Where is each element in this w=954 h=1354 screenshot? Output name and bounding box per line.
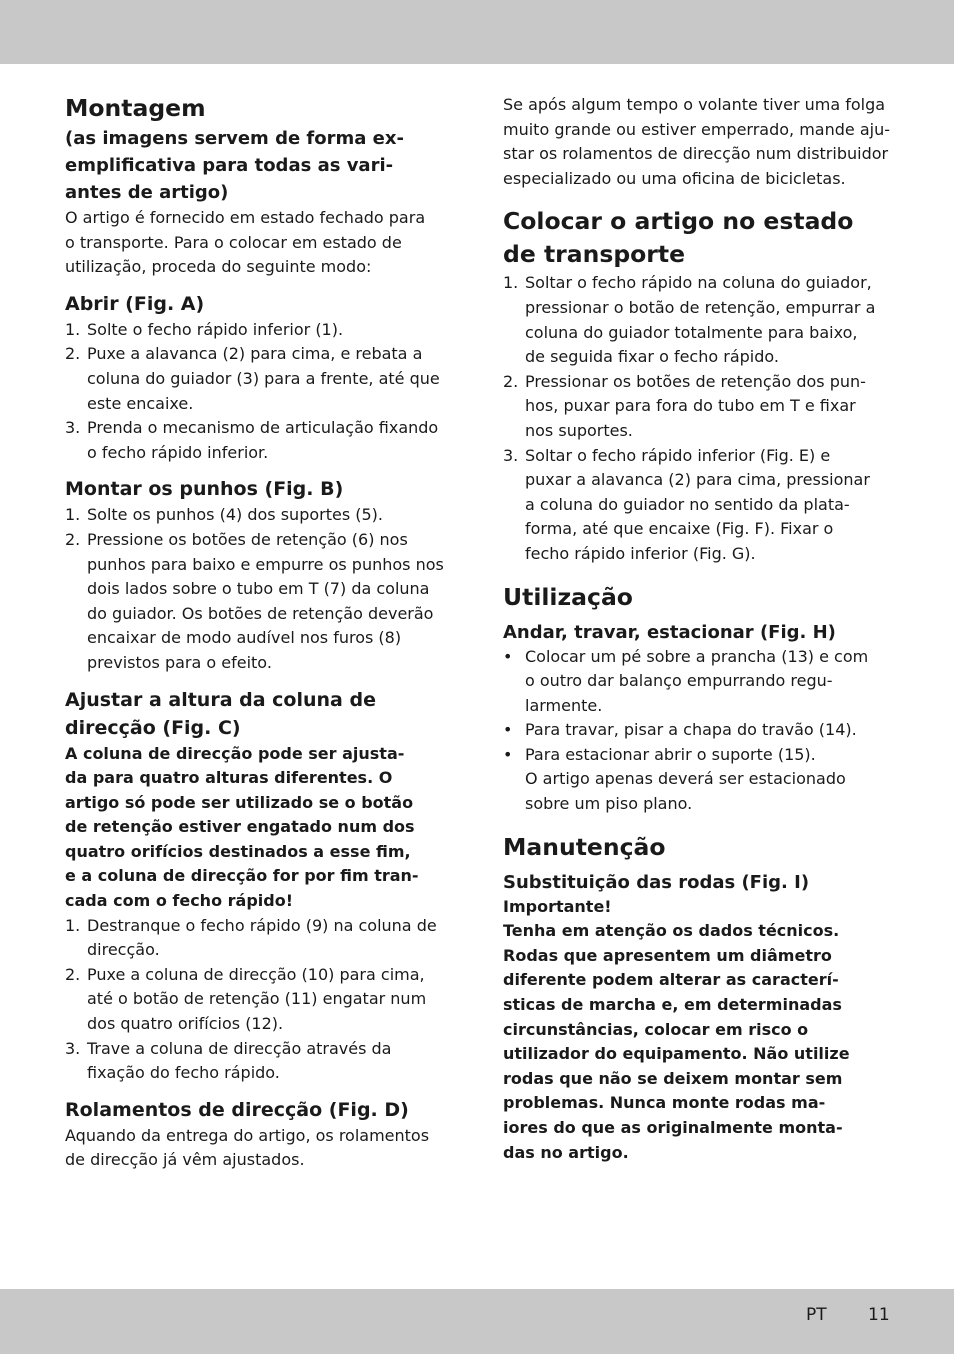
list-item: 2. Pressionar os botões de retenção dos pun- hos, puxar para fora do tubo em T e fixar nos suportes. <box>503 371 866 440</box>
montagem-subtitle-1: (as imagens servem de forma ex- <box>65 128 404 149</box>
list-item: 1. Soltar o fecho rápido na coluna do guiador, pressionar o botão de retenção, empurrar a coluna do guiador totalmente para baixo, de seguida fixar o fecho rápido. <box>503 273 876 367</box>
rolamentos-continued-3: star os rolamentos de direcção num distribuidor <box>503 144 889 164</box>
list-item: 3. Prenda o mecanismo de articulação fixando o fecho rápido inferior. <box>65 418 439 462</box>
transporte-heading-1: Colocar o artigo no estado <box>503 207 854 236</box>
footer-language: PT <box>806 1305 827 1325</box>
ajustar-heading-1: Ajustar a altura da coluna de <box>65 688 376 711</box>
manutencao-warning-11: das no artigo. <box>503 1142 629 1162</box>
ajustar-list <box>65 914 455 1086</box>
rolamentos-text-1: Aquando da entrega do artigo, os rolamentos <box>65 1125 430 1145</box>
right-column <box>503 93 893 1165</box>
list-item: 1. Solte o fecho rápido inferior (1). <box>65 319 344 339</box>
ajustar-heading-2: direcção (Fig. C) <box>65 716 241 739</box>
manutencao-warning-7: utilizador do equipamento. Não utilize <box>503 1044 850 1064</box>
abrir-heading: Abrir (Fig. A) <box>65 292 205 315</box>
list-item: 1. Solte os punhos (4) dos suportes (5). <box>65 505 383 525</box>
list-item: • Colocar um pé sobre a prancha (13) e com o outro dar balanço empurrando regu- larmente. <box>503 646 869 715</box>
manutencao-subheading: Substituição das rodas (Fig. I) <box>503 871 810 893</box>
rolamentos-continued-1: Se após algum tempo o volante tiver uma folga <box>503 95 886 114</box>
ajustar-warning-5: quatro orifícios destinados a esse fim, <box>65 841 411 861</box>
ajustar-warning-7: cada com o fecho rápido! <box>65 891 293 911</box>
manutencao-heading: Manutenção <box>503 832 666 861</box>
page-number: 11 <box>868 1305 890 1325</box>
transporte-heading-2: de transporte <box>503 240 686 269</box>
list-item: • Para travar, pisar a chapa do travão (14). <box>503 720 857 740</box>
ajustar-warning-3: artigo só pode ser utilizado se o botão <box>65 792 414 812</box>
punhos-list <box>65 503 455 675</box>
utilizacao-heading: Utilização <box>503 582 633 611</box>
manutencao-warning-4: diferente podem alterar as caracterí- <box>503 970 839 990</box>
manutencao-warning-6: circunstâncias, colocar em risco o <box>503 1019 809 1039</box>
list-item: 2. Pressione os botões de retenção (6) nos punhos para baixo e empurre os punhos nos dois lados sobre o tubo em T (7) da coluna do guiador. Os botões de retenção deverão encaixar de modo audível nos furos (8) previstos para o efeito. <box>65 529 444 672</box>
manutencao-warning-3: Rodas que apresentem um diâmetro <box>503 945 832 965</box>
montagem-subtitle-2: emplificativa para todas as vari- <box>65 155 394 176</box>
montagem-subtitle-3: antes de artigo) <box>65 182 229 203</box>
manutencao-warning-1: Importante! <box>503 896 612 916</box>
rolamentos-continued-2: muito grande ou estiver emperrado, mande aju- <box>503 119 890 139</box>
abrir-list <box>65 318 455 466</box>
ajustar-warning-1: A coluna de direcção pode ser ajusta- <box>65 743 405 763</box>
utilizacao-subheading: Andar, travar, estacionar (Fig. H) <box>503 621 836 643</box>
manutencao-warning-10: iores do que as originalmente monta- <box>503 1118 843 1137</box>
rolamentos-continued-4: especializado ou uma oficina de bicicletas. <box>503 168 846 188</box>
punhos-heading: Montar os punhos (Fig. B) <box>65 478 344 501</box>
manutencao-warning-2: Tenha em atenção os dados técnicos. <box>503 921 840 941</box>
montagem-intro-3: utilização, proceda do seguinte modo: <box>65 257 372 277</box>
list-item: 3. Soltar o fecho rápido inferior (Fig. E) e puxar a alavanca (2) para cima, pressionar a coluna do guiador no sentido da plata- forma, até que encaixe (Fig. F). Fixar o fecho rápido inferior (Fig. G). <box>503 445 870 563</box>
rolamentos-text-2: de direcção já vêm ajustados. <box>65 1150 305 1170</box>
manutencao-warning-5: sticas de marcha e, em determinadas <box>503 995 842 1015</box>
utilizacao-list <box>503 645 893 817</box>
manutencao-warning-9: problemas. Nunca monte rodas ma- <box>503 1093 826 1113</box>
manutencao-warning-8: rodas que não se deixem montar sem <box>503 1068 843 1088</box>
transporte-list <box>503 271 893 566</box>
ajustar-warning-2: da para quatro alturas diferentes. O <box>65 768 393 788</box>
ajustar-warning-4: de retenção estiver engatado num dos <box>65 817 415 837</box>
left-column <box>65 92 455 1173</box>
montagem-intro-2: o transporte. Para o colocar em estado de <box>65 232 402 252</box>
ajustar-warning-6: e a coluna de direcção for por fim tran- <box>65 866 419 886</box>
list-item: • Para estacionar abrir o suporte (15). O artigo apenas deverá ser estacionado sobre um piso plano. <box>503 744 846 814</box>
list-item: 3. Trave a coluna de direcção através da fixação do fecho rápido. <box>65 1038 392 1083</box>
montagem-intro-1: O artigo é fornecido em estado fechado para <box>65 208 426 227</box>
montagem-heading: Montagem <box>65 94 206 122</box>
list-item: 2. Puxe a alavanca (2) para cima, e rebata a coluna do guiador (3) para a frente, até que este encaixe. <box>65 344 440 413</box>
header-band <box>0 0 954 64</box>
list-item: 1. Destranque o fecho rápido (9) na coluna de direcção. <box>65 915 437 960</box>
rolamentos-heading: Rolamentos de direcção (Fig. D) <box>65 1098 409 1121</box>
list-item: 2. Puxe a coluna de direcção (10) para cima, até o botão de retenção (11) engatar num dos quatro orifícios (12). <box>65 964 427 1034</box>
